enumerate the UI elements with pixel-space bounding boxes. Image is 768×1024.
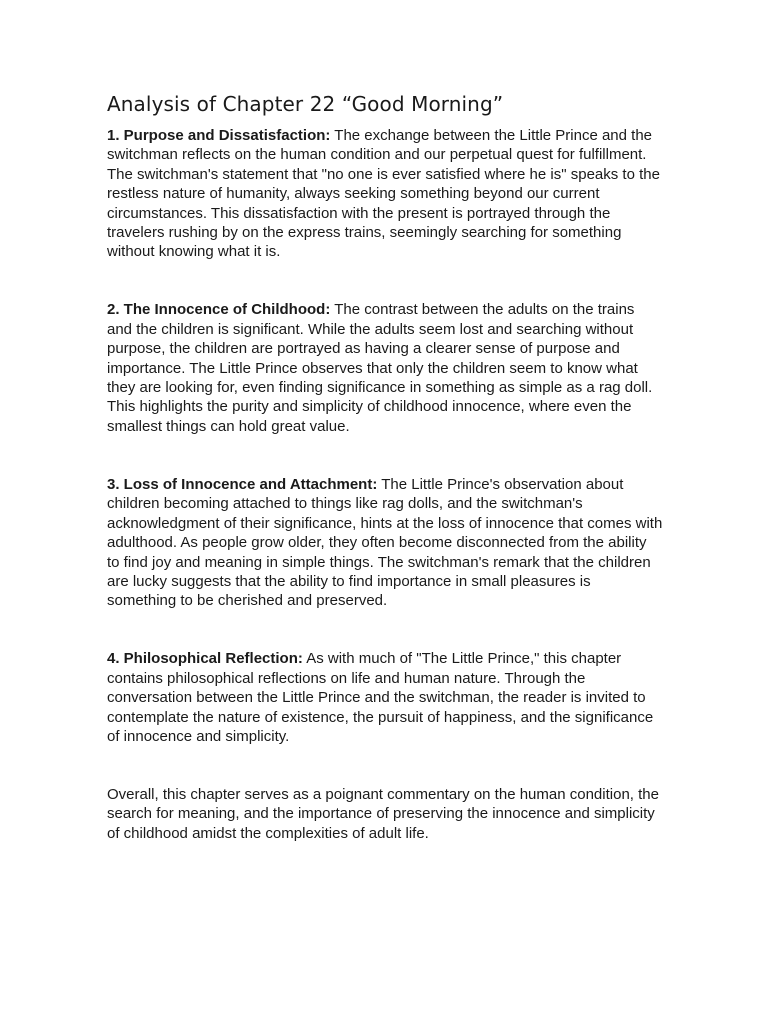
section-innocence-of-childhood xyxy=(107,300,663,436)
section-heading: 1. Purpose and Dissatisfaction: xyxy=(107,127,331,144)
section-heading: 4. Philosophical Reflection: xyxy=(107,650,303,668)
section-text: The Little Prince's observation about children becoming attached to things like rag dolls, and the switchman's acknowledgment of their significance, hints at the loss of innocence that comes with adulthood. As people grow older, they often become disconnected from the ability to find joy and meaning in simple things. The switchman's remark that the children are lucky suggests that the ability to find importance in small pleasures is something to be cherished and preserved. xyxy=(107,475,663,610)
section-heading: 3. Loss of Innocence and Attachment: xyxy=(107,475,378,493)
document-page xyxy=(107,91,663,843)
section-loss-of-innocence xyxy=(107,475,663,611)
conclusion-paragraph: Overall, this chapter serves as a poignant commentary on the human condition, the search for meaning, and the importance of preserving the innocence and simplicity of childhood amidst the complexities of adult life. xyxy=(107,785,659,842)
section-text: The contrast between the adults on the trains and the children is significant. While the adults seem lost and searching without purpose, the children are portrayed as having a clearer sense of purpose and importance. The Little Prince observes that only the children seem to know what they are looking for, even finding significance in something as simple as a rag doll. This highlights the purity and simplicity of childhood innocence, where even the smallest things can hold great value. xyxy=(107,301,653,435)
section-text: As with much of "The Little Prince," this chapter contains philosophical reflections on life and human nature. Through the conversation between the Little Prince and the switchman, the reader is invited to contemplate the nature of existence, the pursuit of happiness, and the significance of innocence and simplicity. xyxy=(107,650,654,745)
document-title: Analysis of Chapter 22 “Good Morning” xyxy=(107,92,504,116)
section-philosophical-reflection xyxy=(107,649,663,746)
section-purpose-dissatisfaction xyxy=(107,126,663,262)
section-text: The exchange between the Little Prince and the switchman reflects on the human condition and our perpetual quest for fulfillment. The switchman's statement that "no one is ever satisfied where he is" speaks to the restless nature of humanity, always seeking something beyond our current circumstances. This dissatisfaction with the present is portrayed through the travelers rushing by on the express trains, seemingly searching for something without knowing what it is. xyxy=(107,127,660,261)
section-heading: 2. The Innocence of Childhood: xyxy=(107,301,331,319)
